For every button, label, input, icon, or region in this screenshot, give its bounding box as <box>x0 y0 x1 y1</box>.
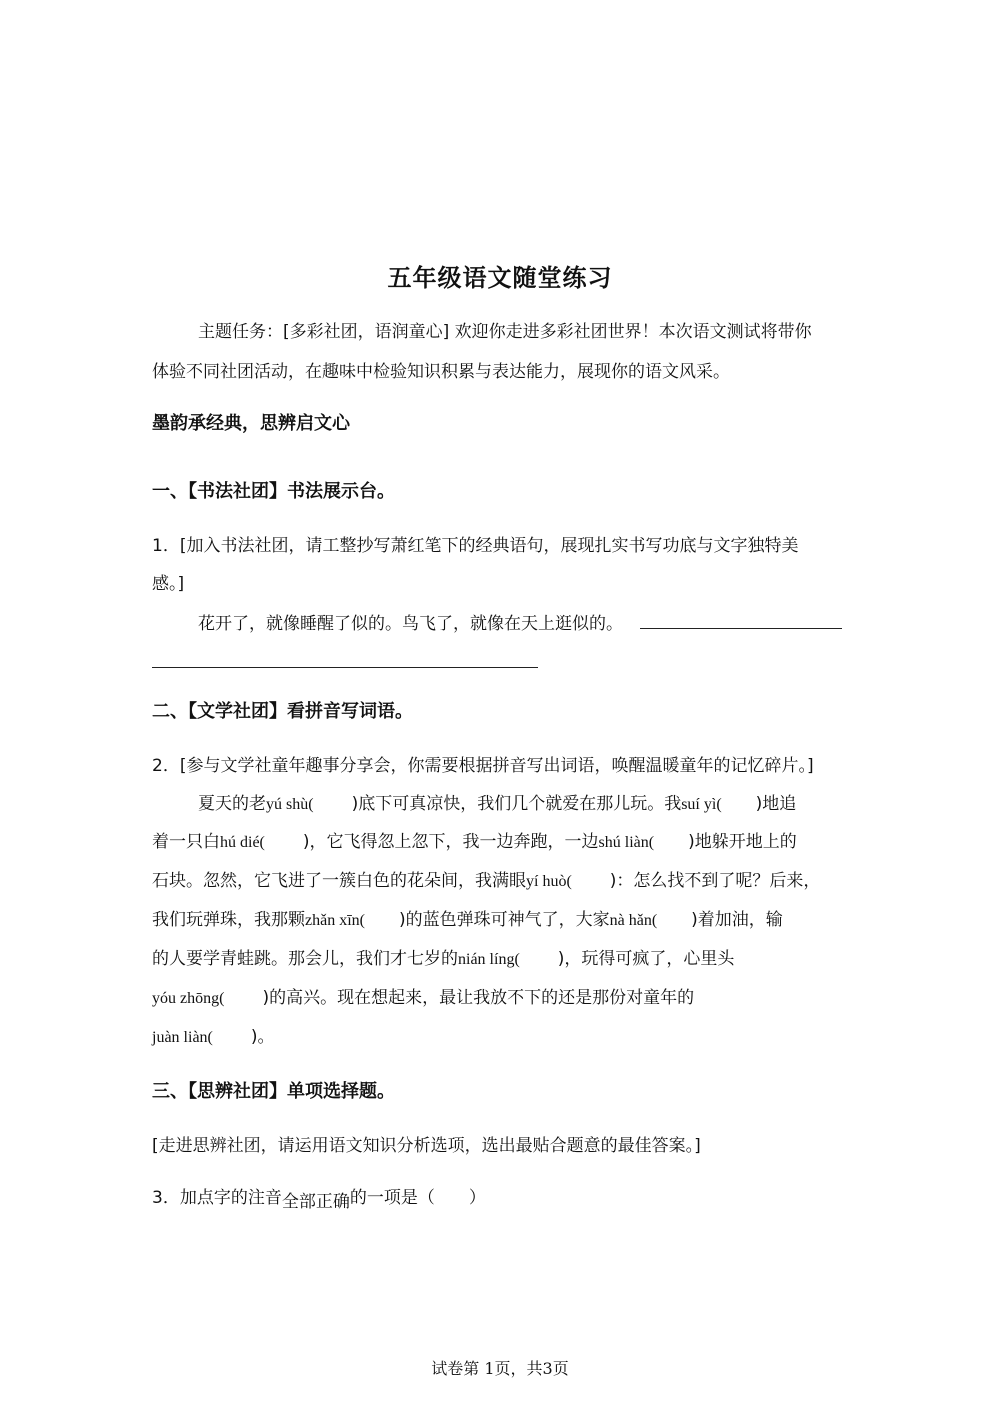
pinyin-shulian: shú liàn( <box>598 834 655 851</box>
passage-text: )地躲开地上的 <box>688 832 797 852</box>
passage-text: )底下可真凉快，我们几个就爱在那儿玩。我 <box>351 794 682 814</box>
passage-text: 石块。忽然，它飞进了一簇白色的花朵间，我满眼 <box>152 871 526 891</box>
q3-text-end: 的一项是（ ） <box>349 1188 486 1208</box>
passage-line-3 <box>152 869 820 894</box>
page-footer: 试卷第 1页，共3页 <box>431 1359 569 1378</box>
q1-sentence: 花开了，就像睡醒了似的。鸟飞了，就像在天上逛似的。 <box>198 614 623 634</box>
section-heading: 墨韵承经典，思辨启文心 <box>152 413 350 434</box>
part1-heading: 一、【书法社团】书法展示台。 <box>152 481 395 502</box>
passage-text: 着一只白 <box>152 832 220 852</box>
pinyin-yushu: yú shù( <box>266 796 314 813</box>
q3-question <box>152 1186 486 1210</box>
intro-line-2: 体验不同社团活动，在趣味中检验知识积累与表达能力，展现你的语文风采。 <box>152 362 730 382</box>
passage-text: 夏天的老 <box>198 794 266 814</box>
passage-text: )的高兴。现在想起来，最让我放不下的还是那份对童年的 <box>262 988 695 1008</box>
passage-text: )，它飞得忽上忽下，我一边奔跑，一边 <box>302 832 599 852</box>
pinyin-yihuo: yí huò( <box>526 873 572 890</box>
passage-line-4 <box>152 908 783 933</box>
passage-text: 的人要学青蛙跳。那会儿，我们才七岁的 <box>152 949 458 969</box>
q3-text: 3．加点字的注音 <box>152 1188 282 1208</box>
q1-prompt-line-1: 1．[加入书法社团，请工整抄写萧红笔下的经典语句，展现扎实书写功底与文字独特美 <box>152 536 799 556</box>
pinyin-juanlian: juàn liàn( <box>152 1029 213 1046</box>
answer-line-2[interactable] <box>152 667 538 668</box>
passage-text: )着加油，输 <box>691 910 783 930</box>
page-title: 五年级语文随堂练习 <box>387 264 613 292</box>
passage-line-7 <box>152 1025 275 1050</box>
passage-text: )，玩得可疯了，心里头 <box>557 949 735 969</box>
pinyin-nianling: nián líng( <box>458 951 520 968</box>
passage-text: )。 <box>250 1027 275 1047</box>
q2-prompt: 2．[参与文学社童年趣事分享会，你需要根据拼音写出词语，唤醒温暖童年的记忆碎片。] <box>152 756 814 776</box>
pinyin-hudie: hú dié( <box>220 834 265 851</box>
passage-text: )地追 <box>755 794 797 814</box>
pinyin-zhanxin: zhǎn xīn( <box>305 912 365 929</box>
pinyin-youzhong: yóu zhōng( <box>152 990 225 1007</box>
part2-heading: 二、【文学社团】看拼音写词语。 <box>152 701 413 722</box>
pinyin-nahan: nà hǎn( <box>609 912 658 929</box>
passage-text: 我们玩弹珠，我那颗 <box>152 910 305 930</box>
intro-line-1: 主题任务：[多彩社团，语润童心] 欢迎你走进多彩社团世界！本次语文测试将带你 <box>198 322 812 342</box>
passage-line-5 <box>152 947 734 972</box>
part3-intro: [走进思辨社团，请运用语文知识分析选项，选出最贴合题意的最佳答案。] <box>152 1136 701 1156</box>
passage-line-2 <box>152 830 797 855</box>
passage-text: )的蓝色弹珠可神气了，大家 <box>398 910 610 930</box>
pinyin-suiyi: suí yì( <box>681 796 722 813</box>
passage-line-1 <box>198 792 796 817</box>
answer-line-1[interactable] <box>640 628 842 629</box>
passage-text: )：怎么找不到了呢？后来， <box>609 871 821 891</box>
part3-heading: 三、【思辨社团】单项选择题。 <box>152 1081 395 1102</box>
q3-emphasis: 全部正确 <box>281 1192 350 1212</box>
passage-line-6 <box>152 986 694 1011</box>
q1-prompt-line-2: 感。] <box>152 574 185 594</box>
